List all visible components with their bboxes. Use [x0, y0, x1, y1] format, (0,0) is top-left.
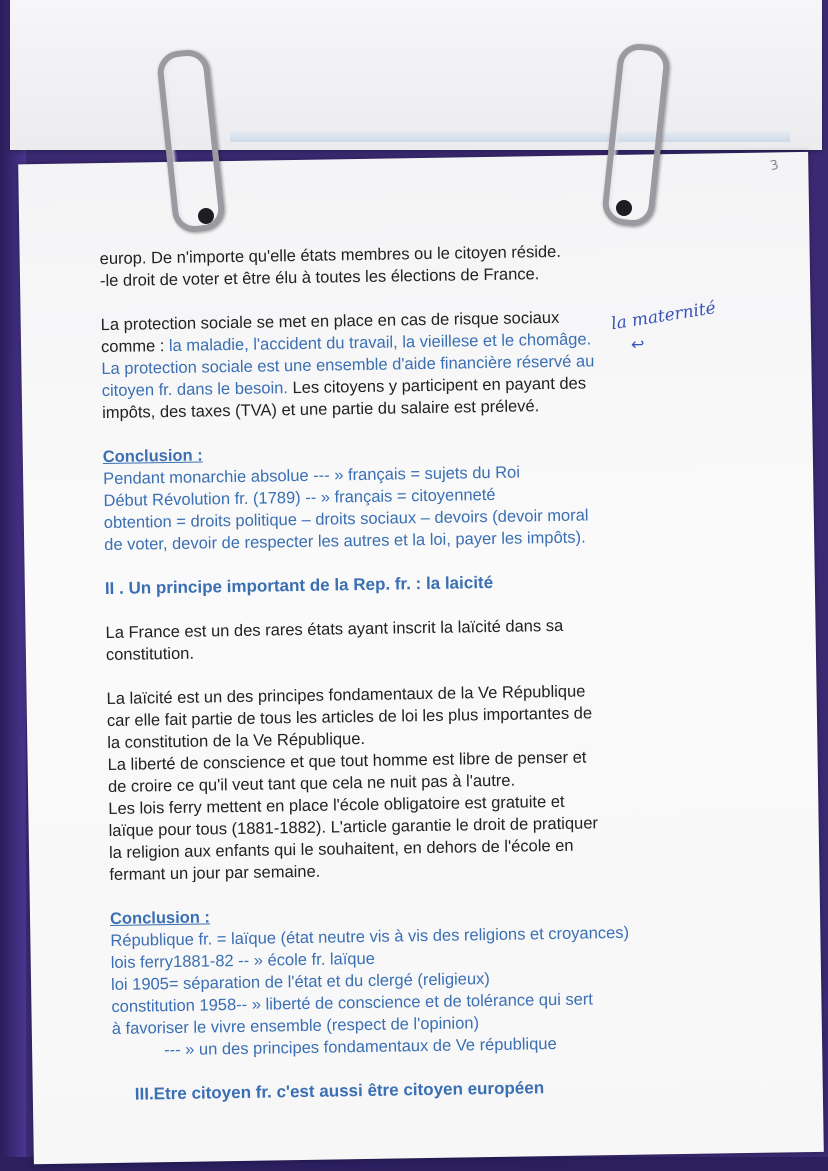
text-line: fermant un jour par semaine. — [109, 862, 321, 884]
text-line: la constitution de la Ve République. — [107, 729, 366, 753]
text-line: de voter, devoir de respecter les autres et la loi, payer les impôts). — [104, 528, 586, 555]
text-line: La France est un des rares états ayant inscrit la laïcité dans sa — [105, 616, 564, 643]
conclusion-heading: Conclusion : — [102, 446, 203, 467]
text-line: La protection sociale est une ensemble d'aide financière réservé au — [101, 352, 595, 379]
text-line: constitution. — [105, 644, 195, 665]
text-line: la religion aux enfants qui le souhaitent, en dehors de l'école en — [108, 836, 574, 863]
text-line: Les lois ferry mettent en place l'école obligatoire est gratuite et — [108, 792, 565, 819]
text-line: à favoriser le vivre ensemble (respect de l'opinion) — [111, 1014, 480, 1038]
section-heading: II . Un principe important de la Rep. fr. : la laicité — [104, 572, 494, 599]
text-line: -le droit de voter et être élu à toutes les élections de France. — [99, 265, 540, 291]
text-line: --- » un des principes fondamentaux de Ve république — [163, 1034, 557, 1060]
tab-divider — [230, 132, 790, 142]
text-line: Pendant monarchie absolue --- » français = sujets du Roi — [103, 463, 521, 489]
text-line: impôts, des taxes (TVA) et une partie du salaire est prélevé. — [101, 397, 540, 423]
text-line: Début Révolution fr. (1789) -- » français = citoyenneté — [103, 485, 496, 511]
handwritten-note: la maternité — [609, 298, 718, 335]
text-line: car elle fait partie de tous les articles de loi les plus importantes de — [106, 704, 593, 731]
text-line: europ. De n'importe qu'elle états membres ou le citoyen réside. — [99, 242, 561, 269]
text-line: La liberté de conscience et que tout homme est libre de penser et — [107, 748, 587, 775]
punch-hole-left — [198, 208, 214, 224]
page-number: 3 — [768, 157, 780, 175]
text-line: de croire ce qu'il veut tant que cela ne nuit pas à l'autre. — [107, 771, 516, 797]
text-line: constitution 1958-- » liberté de conscience et de tolérance qui sert — [111, 990, 594, 1016]
text-line: République fr. = laïque (état neutre vis à vis des religions et croyances) — [110, 923, 630, 950]
handwritten-arrow-icon: ↩ — [630, 336, 645, 354]
page-content — [100, 238, 753, 1106]
conclusion-heading: Conclusion : — [109, 908, 211, 928]
section-heading: III.Etre citoyen fr. c'est aussi être citoyen européen — [134, 1078, 545, 1104]
notebook-page — [18, 152, 824, 1164]
text-line: La protection sociale se met en place en cas de risque sociaux — [100, 308, 560, 335]
text-line: loi 1905= séparation de l'état et du clergé (religieux) — [110, 970, 490, 994]
text-span: comme : — [100, 337, 170, 357]
text-span-blue: la maladie, l'accident du travail, la vieillese et le chomâge. — [168, 330, 592, 355]
text-span-blue: citoyen fr. dans le besoin. — [101, 379, 289, 401]
text-line: La laïcité est un des principes fondamentaux de la Ve République — [106, 682, 586, 709]
punch-hole-right — [616, 200, 632, 216]
text-line: obtention = droits politique – droits sociaux – devoirs (devoir moral — [103, 506, 589, 533]
text-line: laïque pour tous (1881-1882). L'article garantie le droit de pratiquer — [108, 814, 599, 841]
text-line: lois ferry1881-82 -- » école fr. laïque — [110, 949, 376, 972]
text-span: Les citoyens y participent en payant des — [287, 374, 587, 398]
previous-page — [10, 0, 822, 150]
